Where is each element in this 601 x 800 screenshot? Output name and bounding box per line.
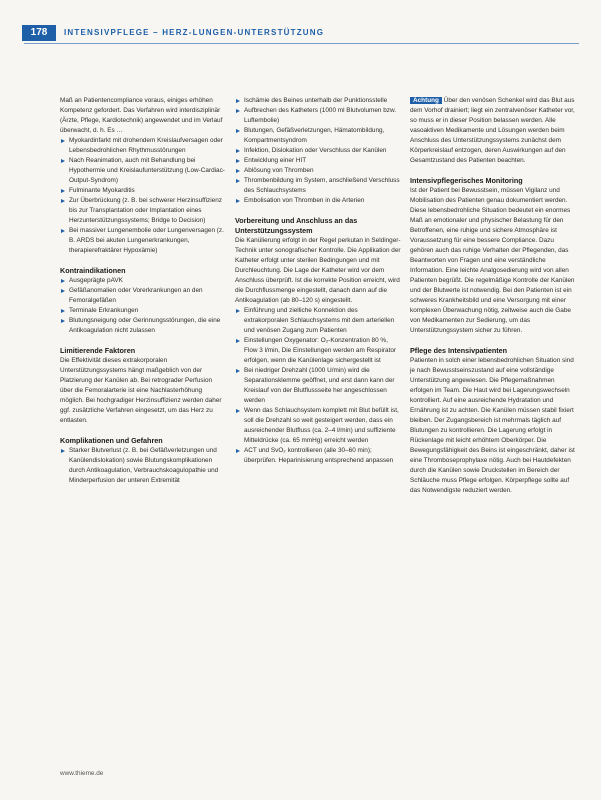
list-item: Ausgeprägte pAVK [60,276,226,286]
list-item: Thrombenbildung im System, anschließend Verschluss des Schlauchsystems [235,176,401,196]
page-header [0,25,601,41]
list-item: Bei niedriger Drehzahl (1000 U/min) wird die Separationsklemme geöffnet, und erst dann kann der Kreislauf von der Blutflussseite her angeschlossen werden [235,366,401,406]
complications-list [60,446,226,486]
column-1 [60,96,226,486]
heading-pflege: Pflege des Intensivpatienten [410,346,508,355]
heading-vorbereitung: Vorbereitung und Anschluss an das Unterstützungssystem [235,216,358,235]
heading-monitoring: Intensivpflegerisches Monitoring [410,176,523,185]
list-item: Wenn das Schlauchsystem komplett mit Blut befüllt ist, soll die Drehzahl so weit gesteigert werden, dass ein ausreichender Blutfluss (ca. 2–4 l/min) und suffiziente Mitteldrücke (ca. 65 mmHg) erreicht werden [235,406,401,446]
list-item: Ischämie des Beines unterhalb der Punktionsstelle [235,96,401,106]
list-item: ACT und SvO₂ kontrollieren (alle 30–60 min); überprüfen. Heparinisierung entsprechend anpassen [235,446,401,466]
limit-paragraph: Die Effektivität dieses extrakorporalen Unterstützungssystems hängt maßgeblich von der Platzierung der Kanülen ab. Bei retrograder Perfusion über die Femoralarterie ist eine Nachlasterhöhung möglich. Bei hochgradiger Herzinsuffizienz werden daher ggf. zusätzliche Verfahren eingesetzt, um das Herz zu entlasten. [60,357,222,424]
heading-kontraindikationen: Kontraindikationen [60,266,126,275]
column-3 [410,96,578,496]
page-number-badge: 178 [22,25,56,41]
list-item: Embolisation von Thromben in die Arterien [235,196,401,206]
list-item: Nach Reanimation, auch mit Behandlung bei Hypothermie und Kreislaufunterstützung (Low-Cardiac-Output-Syndrom) [60,156,226,186]
list-item: Infektion, Dislokation oder Verschluss der Kanülen [235,146,401,156]
header-rule [24,43,579,44]
complications-list-continued [235,96,401,206]
vorbereitung-paragraph: Die Kanülierung erfolgt in der Regel perkutan in Seldinger-Technik unter sonografischer Kontrolle. Die Applikation der Katheter erfolgt unter sterilen Bedingungen und mit Durchleuchtung. Die Lage der Katheter wird vor dem Anschluss überprüft. Ist die korrekte Position erreicht, wird die Durchflussmenge eingestellt, danach dann auf die Antikoagulation (ab 80–120 s) eingestellt. [235,237,401,304]
indications-list [60,136,226,256]
intro-paragraph: Maß an Patientencompliance voraus, einiges erhöhen Kompetenz gefordert. Das Verfahren wird interdisziplinär (Ärzte, Pflege, Kardiotechnik) angewendet und im Verlauf überwacht, d. h. Es … [60,97,223,134]
list-item: Gefäßanomalien oder Vorerkrankungen an den Femoralgefäßen [60,286,226,306]
running-title: INTENSIVPFLEGE – HERZ-LUNGEN-UNTERSTÜTZUNG [64,28,325,37]
column-2 [235,96,401,466]
monitoring-paragraph: Ist der Patient bei Bewusstsein, müssen Vigilanz und Mobilisation des Patienten genau dokumentiert werden. Diese lebensbedrohliche Situation bedeutet ein enormes Maß an emotionaler und physischer Belastung für den Betroffenen, eine ruhige und sichere Atmosphäre ist Voraussetzung für eine bessere Compliance. Dazu gehören auch das ruhige Verhalten der Pflegenden, das Beantworten von Fragen und eine verständliche Information. Eine leichte Analgosedierung wird von allen Patienten begrüßt. Die regelmäßige Kontrolle der Kanülen und der Blutwerte ist notwendig. Bei den Patienten ist ein schweres Krankheitsbild und eine Versorgung mit einer komplexen Überwachung nötig, zeitweise auch die Gabe von Medikamenten zur Sedierung, um das Unterstützungssystem sicher zu führen. [410,187,575,334]
achtung-text: Über den venösen Schenkel wird das Blut aus dem Vorhof drainiert; liegt ein zentralvenöser Katheter vor, so muss er in dieser Position belassen werden. Alle vasoaktiven Medikamente und Lösungen werden beim Anschluss des Unterstützungssystems zunächst dem Körperkreislauf entzogen, deren Auswirkungen auf den Gesamtzustand des Patienten beachten. [410,97,575,164]
list-item: Einstellungen Oxygenator: O₂-Konzentration 80 %, Flow 3 l/min, Die Einstellungen werden am Respirator erfolgen, wenn die Kanülenlage sichergestellt ist [235,336,401,366]
list-item: Ablösung von Thromben [235,166,401,176]
list-item: Blutungen, Gefäßverletzungen, Hämatombildung, Kompartmentsyndrom [235,126,401,146]
list-item: Myokardinfarkt mit drohendem Kreislaufversagen oder Lebensbedrohlichen Rhythmusstörungen [60,136,226,156]
procedure-list [235,306,401,466]
heading-limitierende-faktoren: Limitierende Faktoren [60,346,136,355]
list-item: Bei massiver Lungenembolie oder Lungenversagen (z. B. ARDS bei akuten Lungenerkrankungen, therapierefraktärer Hypoxämie) [60,226,226,256]
contraindications-list [60,276,226,336]
list-item: Entwicklung einer HIT [235,156,401,166]
list-item: Starker Blutverlust (z. B. bei Gefäßverletzungen und Kanülendislokation) sowie Blutungskomplikationen durch Antikoagulation, Verbrauchskoagulopathie und Minderperfusion der unteren Extremität [60,446,226,486]
list-item: Terminale Erkrankungen [60,306,226,316]
list-item: Fulminante Myokarditis [60,186,226,196]
pflege-paragraph: Patienten in solch einer lebensbedrohlichen Situation sind je nach Bewusstseinszustand auf eine vollständige Unterstützung angewiesen. Die Pflegemaßnahmen erfolgen im Team. Die Haut wird bei Lagerungswechseln kontrolliert. Auf eine ausreichende Hydratation und Ernährung ist zu achten. Die Kanülen müssen stabil fixiert bleiben. Der Zugangsbereich ist mehrmals täglich auf Blutungen zu kontrollieren. Die Lagerung erfolgt in Rückenlage mit leicht erhöhtem Oberkörper. Die Bewegungsfähigkeit des Beins ist eingeschränkt, daher ist eine Thromboseprophylaxe nötig. Auch bei Hautdefekten durch die Kanülen sowie Druckstellen im Bereich der Schläuche muss Pflege erfolgen. Körperpflege sollte auf das Notwendigste reduziert werden. [410,357,575,494]
achtung-label: Achtung [410,97,442,104]
achtung-box [410,96,578,166]
footer-url: www.thieme.de [60,770,104,777]
list-item: Einführung und zielliche Konnektion des extrakorporalen Schlauchsystems mit dem arteriellen und venösen Zugang zum Patienten [235,306,401,336]
list-item: Zur Überbrückung (z. B. bei schwerer Herzinsuffizienz bis zur Transplantation oder Implantation eines Herzunterstützungssystems; Bridge to Decision) [60,196,226,226]
list-item: Aufbrechen des Katheters (1000 ml Blutvolumen bzw. Luftembolie) [235,106,401,126]
list-item: Blutungsneigung oder Gerinnungsstörungen, die eine Antikoagulation nicht zulassen [60,316,226,336]
heading-komplikationen: Komplikationen und Gefahren [60,436,163,445]
